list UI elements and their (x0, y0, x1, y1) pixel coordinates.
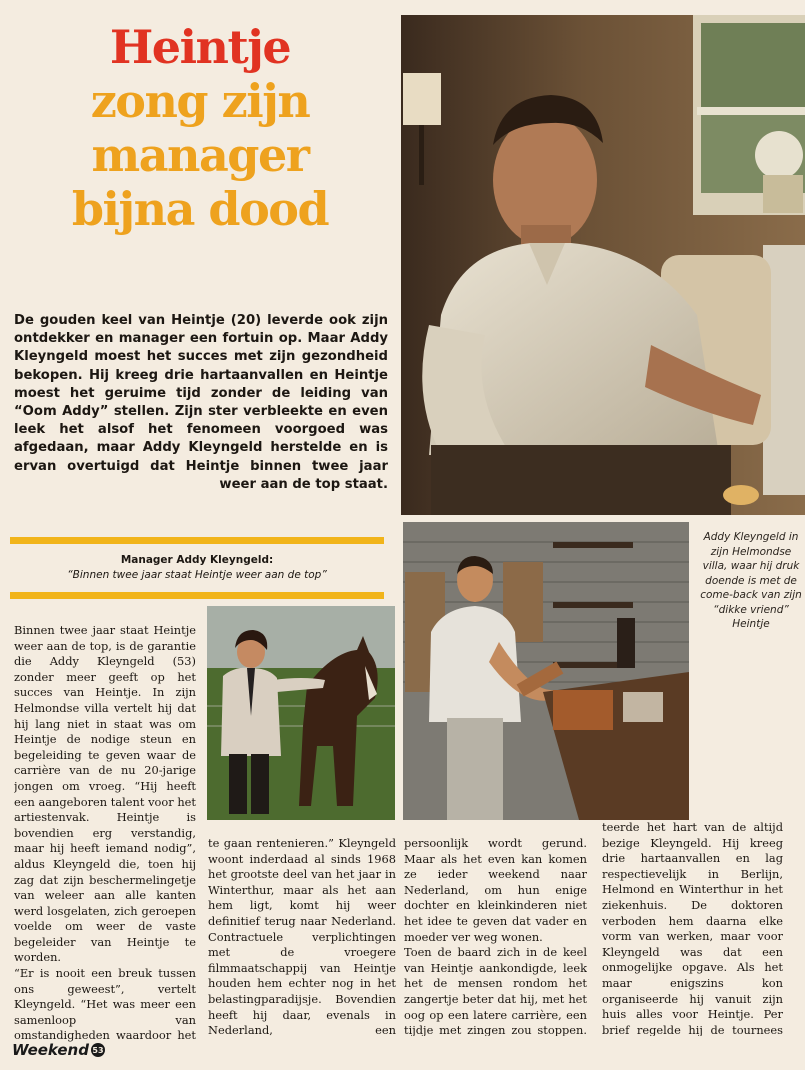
pull-caption-line-1: Manager Addy Kleyngeld: (120, 554, 274, 566)
footer-magazine-logo (12, 1041, 105, 1059)
photo-heintje-with-horse (207, 606, 395, 820)
headline-line-1: Heintje (109, 20, 291, 74)
intro-lead (14, 312, 388, 494)
headline-line-3: manager (91, 128, 309, 182)
photo-manager-workshop (403, 522, 689, 820)
body-paragraph: Binnen twee jaar staat Heintje weer aan de top, is de garantie die Addy Kleyngeld (53) zonder meer geeft op het succes van Heintje. In zijn Helmondse villa vertelt hij dat hij lang niet in staat was om Heintje de nodige steun en begeleiding te geven waar de carrière van de nu 20-jarige jongen om vroeg. “Hij heeft een aangeboren talent voor het artiestenvak. Heintje is bovendien erg verstandig, maar hij heeft iemand nodig”, aldus Kleyngeld die, toen hij zag dat zijn beschermelingetje van weleer aan alle kanten werd losgelaten, zich geroepen voelde om weer de vaste begeleider van Heintje te worden. (14, 623, 196, 965)
intro-text: De gouden keel van Heintje (20) leverde ook zijn ontdekker en manager een fortuin op. Maar Addy Kleyngeld moest het succes met zijn gezondheid bekopen. Hij kreeg drie hartaanvallen en Heintje moest het geruime tijd zonder de leiding van “Oom Addy” stellen. Zijn ster verbleekte en even leek het alsof het fenomeen voorgoed was afgedaan, maar Addy Kleyngeld herstelde en is ervan overtuigd dat Heintje binnen twee jaar weer aan de top staat. (14, 313, 388, 492)
headline-line-4: bijna dood (71, 182, 329, 236)
body-column-4 (602, 820, 783, 1036)
body-paragraph: teerde het hart van de altijd bezige Kleyngeld. Hij kreeg drie hartaanvallen en lag respectievelijk in Berlijn, Helmond en Winterthur in het ziekenhuis. De doktoren verboden hem daarna elke vorm van werken, maar voor Kleyngeld was dat een onmogelijke opgave. Als het maar enigszins kon organiseerde hij vanuit zijn huis alles voor Heintje. Per brief regelde hij de tournees (602, 820, 783, 1036)
body-column-3 (404, 836, 587, 1036)
divider-band-bottom (10, 592, 384, 599)
photo-caption-workshop (700, 530, 802, 632)
body-paragraph: Toen de baard zich in de keel van Heintje aankondigde, leek het de mensen rondom het zangertje beter dat hij, met het oog op een latere carrière, een tijdje met zingen zou stoppen. (404, 945, 587, 1036)
body-column-1 (14, 623, 196, 1043)
body-column-2 (208, 836, 396, 1036)
magazine-name: Weekend (12, 1041, 89, 1059)
headline-line-2: zong zijn (90, 74, 310, 128)
main-photo-manager-seated (401, 15, 805, 515)
page-number: 53 (91, 1043, 105, 1057)
body-paragraph: “Er is nooit een breuk tussen ons geweest”, vertelt Kleyngeld. “Het was meer een samenloop van omstandigheden waardoor het (14, 966, 196, 1043)
pull-caption (10, 553, 384, 583)
photo-caption-text: Addy Kleyngeld in zijn Helmondse villa, waar hij druk doende is met de come-back van zijn “dikke vriend” Heintje (700, 531, 802, 630)
body-paragraph: te gaan rentenieren.” Kleyngeld woont inderdaad al sinds 1968 het grootste deel van het jaar in Winterthur, maar als het aan hem ligt, komt hij weer definitief terug naar Nederland. Contractuele verplichtingen met de vroegere filmmaatschappij van Heintje houden hem echter nog in het belastingparadijsje. Bovendien heeft hij daar, evenals in Nederland, een (208, 836, 396, 1036)
headline (0, 20, 400, 236)
pull-caption-line-2: “Binnen twee jaar staat Heintje weer aan de top” (67, 569, 327, 581)
divider-band-top (10, 537, 384, 544)
body-paragraph: persoonlijk wordt gerund. Maar als het even kan komen ze ieder weekend naar Nederland, om hun enige dochter en kleinkinderen niet het idee te geven dat vader en moeder ver weg wonen. (404, 836, 587, 944)
